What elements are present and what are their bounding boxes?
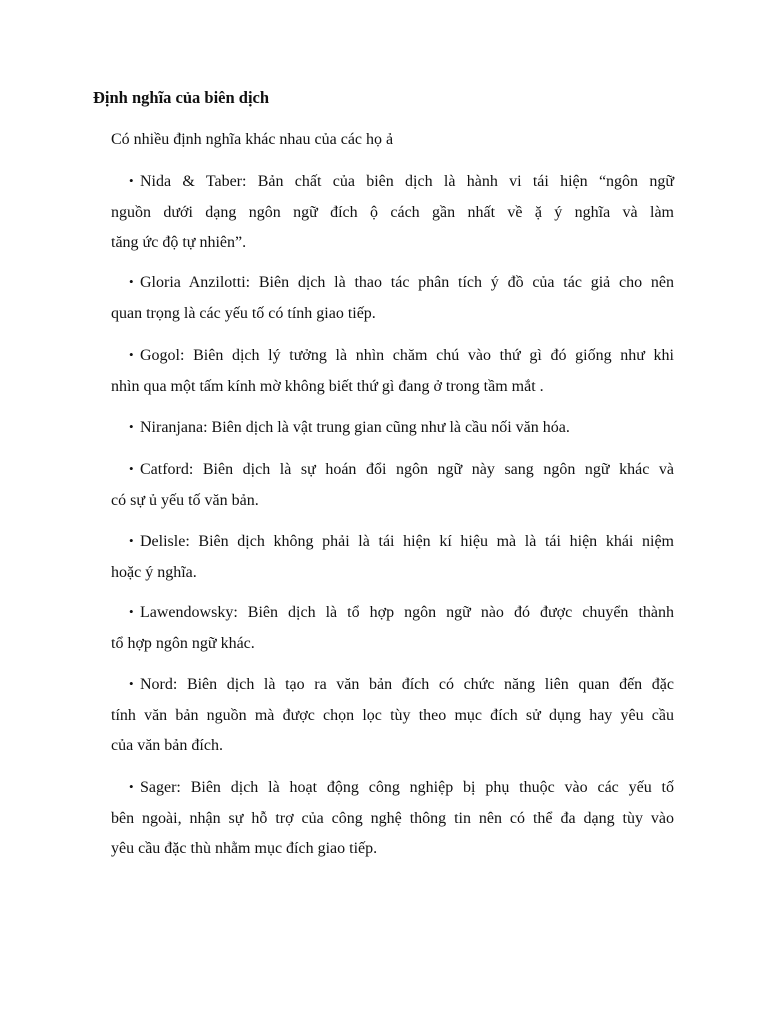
- definition-line: tính văn bản nguồn mà được chọn lọc tùy theo mục đích sử dụng hay yêu cầu: [111, 706, 674, 724]
- definition-text: Nida & Taber: Bản chất của biên dịch là hành vi tái hiện “ngôn ngữ: [140, 173, 674, 190]
- definition-text: Catford: Biên dịch là sự hoán đổi ngôn ngữ này sang ngôn ngữ khác và: [140, 461, 674, 478]
- definition-item-nord: [111, 669, 674, 762]
- definition-line: [111, 669, 674, 701]
- definition-item-sager: [111, 772, 674, 865]
- definition-line: [111, 772, 674, 804]
- intro-paragraph: Có nhiều định nghĩa khác nhau của các họ ả: [111, 131, 394, 148]
- bullet-icon: •: [129, 419, 134, 434]
- definition-item-gloria-anzilotti: [111, 267, 674, 329]
- definition-line: [111, 526, 674, 558]
- bullet-icon: •: [129, 676, 134, 691]
- bullet-icon: •: [129, 533, 134, 548]
- definition-item-niranjana: [111, 412, 674, 444]
- definition-line: yêu cầu đặc thù nhằm mục đích giao tiếp.: [111, 840, 378, 857]
- definition-text: Niranjana: Biên dịch là vật trung gian cũng như là cầu nối văn hóa.: [140, 419, 570, 436]
- definition-text: Gloria Anzilotti: Biên dịch là thao tác phân tích ý đồ của tác giả cho nên: [140, 274, 674, 291]
- definition-line: nguồn dưới dạng ngôn ngữ đích ộ cách gần nhất về ặ ý nghĩa và làm: [111, 203, 674, 221]
- definition-line: có sự ủ yếu tố văn bản.: [111, 491, 259, 509]
- definition-text: Lawendowsky: Biên dịch là tổ hợp ngôn ngữ nào đó được chuyển thành: [140, 604, 674, 621]
- definition-line: [111, 340, 674, 372]
- definition-text: Gogol: Biên dịch lý tưởng là nhìn chăm chú vào thứ gì đó giống như khi: [140, 347, 674, 364]
- definition-line: quan trọng là các yếu tố có tính giao tiếp.: [111, 304, 376, 322]
- definition-line: nhìn qua một tấm kính mờ không biết thứ gì đang ở trong tầm mắt .: [111, 377, 544, 395]
- bullet-icon: •: [129, 604, 134, 619]
- definition-line: bên ngoài, nhận sự hỗ trợ của công nghệ thông tin nên có thể đa dạng tùy vào: [111, 809, 674, 827]
- definition-line: [111, 454, 674, 486]
- definition-line: tăng ức độ tự nhiên”.: [111, 234, 247, 251]
- definition-item-nida-taber: [111, 166, 674, 259]
- definition-line: tổ hợp ngôn ngữ khác.: [111, 634, 255, 652]
- definition-line: của văn bản đích.: [111, 737, 223, 754]
- bullet-icon: •: [129, 347, 134, 362]
- definition-line: hoặc ý nghĩa.: [111, 563, 197, 581]
- definition-line: [111, 166, 674, 198]
- definition-item-lawendowsky: [111, 597, 674, 659]
- definition-item-delisle: [111, 526, 674, 588]
- definition-text: Nord: Biên dịch là tạo ra văn bản đích có chức năng liên quan đến đặc: [140, 676, 674, 693]
- definition-item-gogol: [111, 340, 674, 402]
- definition-text: Sager: Biên dịch là hoạt động công nghiệp bị phụ thuộc vào các yếu tố: [140, 779, 674, 796]
- definition-line: [111, 267, 674, 299]
- document-title: Định nghĩa của biên dịch: [93, 88, 270, 107]
- bullet-icon: •: [129, 173, 134, 188]
- definition-line: [111, 412, 674, 444]
- definition-line: [111, 597, 674, 629]
- definition-item-catford: [111, 454, 674, 516]
- definition-text: Delisle: Biên dịch không phải là tái hiện kí hiệu mà là tái hiện khái niệm: [140, 533, 674, 550]
- bullet-icon: •: [129, 461, 134, 476]
- bullet-icon: •: [129, 274, 134, 289]
- bullet-icon: •: [129, 779, 134, 794]
